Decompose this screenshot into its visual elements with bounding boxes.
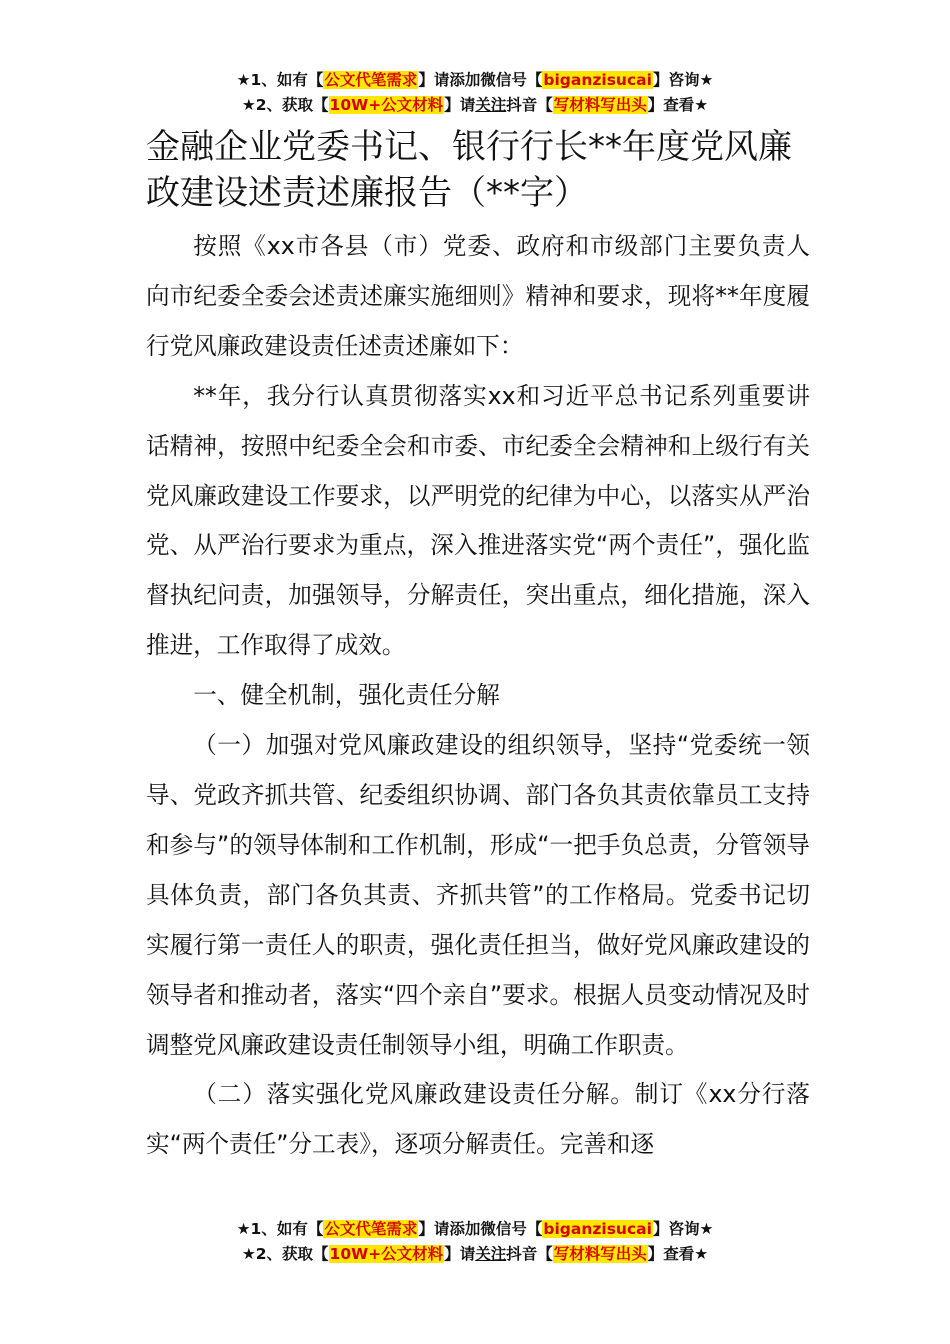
banner-text: ★1、如有【 [236, 1220, 324, 1238]
banner-line-1 [0, 68, 950, 93]
banner-line-2 [0, 93, 950, 118]
paragraph: （二）落实强化党风廉政建设责任分解。制订《xx分行落实“两个责任”分工表》，逐项分解责任。完善和逐 [146, 1080, 810, 1159]
banner-highlight: 写材料写出头 [553, 96, 647, 114]
banner-underlined: 关注 [475, 1245, 507, 1263]
paragraph: （一）加强对党风廉政建设的组织领导，坚持“党委统一领导、党政齐抓共管、纪委组织协调、部门各负其责依靠员工支持和参与”的领导体制和工作机制，形成“一把手负总责，分管领导具体负责，部门各负其责、齐抓共管”的工作格局。党委书记切实履行第一责任人的职责，强化责任担当，做好党风廉政建设的领导者和推动者，落实“四个亲自”要求。根据人员变动情况及时调整党风廉政建设责任制领导小组，明确工作职责。 [146, 731, 810, 1059]
banner-text: 】查看★ [647, 96, 709, 114]
banner-highlight: 10W+公文材料 [329, 1245, 444, 1263]
banner-text: 】请添加微信号【 [418, 71, 543, 89]
banner-text: ★2、获取【 [241, 1245, 329, 1263]
banner-highlight: biganzisucai [543, 1220, 652, 1238]
paragraph: 按照《xx市各县（市）党委、政府和市级部门主要负责人向市纪委全委会述责述廉实施细则》精神和要求，现将**年度履行党风廉政建设责任述责述廉如下： [146, 232, 810, 360]
banner-text: 】请添加微信号【 [418, 1220, 543, 1238]
banner-underlined: 关注 [475, 96, 507, 114]
banner-text: ★1、如有【 [236, 71, 324, 89]
section-heading: 一、健全机制，强化责任分解 [193, 681, 500, 710]
banner-text: 】查看★ [647, 1245, 709, 1263]
banner-line-2 [0, 1242, 950, 1267]
banner-highlight: 写材料写出头 [553, 1245, 647, 1263]
header-banner [0, 68, 950, 118]
banner-text: 抖音【 [506, 1245, 553, 1263]
footer-banner [0, 1217, 950, 1267]
banner-text: 抖音【 [506, 96, 553, 114]
banner-text: 】请 [444, 96, 476, 114]
document-body [146, 222, 810, 1170]
banner-highlight: 10W+公文材料 [329, 96, 444, 114]
banner-line-1 [0, 1217, 950, 1242]
banner-highlight: 公文代笔需求 [324, 71, 418, 89]
paragraph: **年，我分行认真贯彻落实xx和习近平总书记系列重要讲话精神，按照中纪委全会和市委、市纪委全会精神和上级行有关党风廉政建设工作要求，以严明党的纪律为中心，以落实从严治党、从严治行要求为重点，深入推进落实党“两个责任”，强化监督执纪问责，加强领导，分解责任，突出重点，细化措施，深入推进，工作取得了成效。 [146, 381, 810, 660]
banner-text: 】咨询★ [652, 71, 714, 89]
document-title: 金融企业党委书记、银行行长**年度党风廉政建设述责述廉报告（**字） [146, 127, 792, 213]
banner-text: ★2、获取【 [241, 96, 329, 114]
banner-text: 】咨询★ [652, 1220, 714, 1238]
banner-text: 】请 [444, 1245, 476, 1263]
banner-highlight: biganzisucai [543, 71, 652, 89]
banner-highlight: 公文代笔需求 [324, 1220, 418, 1238]
